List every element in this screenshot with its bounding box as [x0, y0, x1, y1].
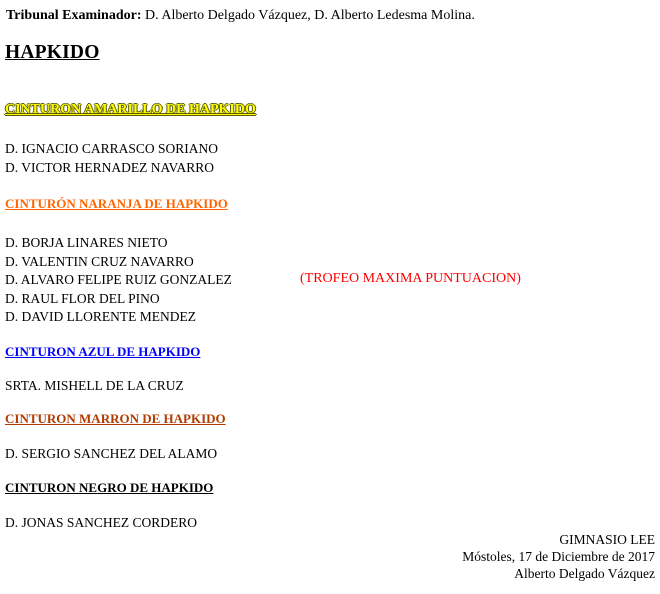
name-item: D. SERGIO SANCHEZ DEL ALAMO — [5, 446, 218, 461]
section-heading-azul: CINTURON AZUL DE HAPKIDO — [5, 344, 201, 359]
name-item: D. JONAS SANCHEZ CORDERO — [5, 515, 198, 530]
name-item: SRTA. MISHELL DE LA CRUZ — [5, 378, 184, 393]
section-heading-naranja: CINTURÓN NARANJA DE HAPKIDO — [5, 196, 228, 211]
name-item: D. VALENTIN CRUZ NAVARRO — [5, 253, 194, 269]
section-heading-negro: CINTURON NEGRO DE HAPKIDO — [5, 480, 214, 495]
signature-place: GIMNASIO LEE — [559, 532, 655, 547]
name-item: D. VICTOR HERNADEZ NAVARRO — [5, 159, 215, 175]
tribunal-label: Tribunal Examinador: — [6, 8, 142, 23]
signature-date: Móstoles, 17 de Diciembre de 2017 — [462, 549, 655, 564]
trofeo-note: (TROFEO MAXIMA PUNTUACION) — [300, 271, 521, 286]
name-item: D. ALVARO FELIPE RUIZ GONZALEZ — [5, 272, 232, 287]
tribunal-members: D. Alberto Delgado Vázquez, D. Alberto Ledesma Molina. — [141, 8, 475, 23]
name-item: D. DAVID LLORENTE MENDEZ — [5, 309, 196, 324]
name-item: D. IGNACIO CARRASCO SORIANO — [5, 141, 219, 156]
page-title: HAPKIDO — [5, 42, 100, 63]
name-item: D. BORJA LINARES NIETO — [5, 235, 168, 250]
section-heading-amarillo: CINTURON AMARILLO DE HAPKIDO — [5, 102, 256, 117]
signature-author: Alberto Delgado Vázquez — [514, 566, 655, 581]
tribunal-line — [6, 8, 475, 24]
section-heading-marron: CINTURON MARRON DE HAPKIDO — [5, 411, 226, 426]
name-item: D. RAUL FLOR DEL PINO — [5, 290, 160, 306]
